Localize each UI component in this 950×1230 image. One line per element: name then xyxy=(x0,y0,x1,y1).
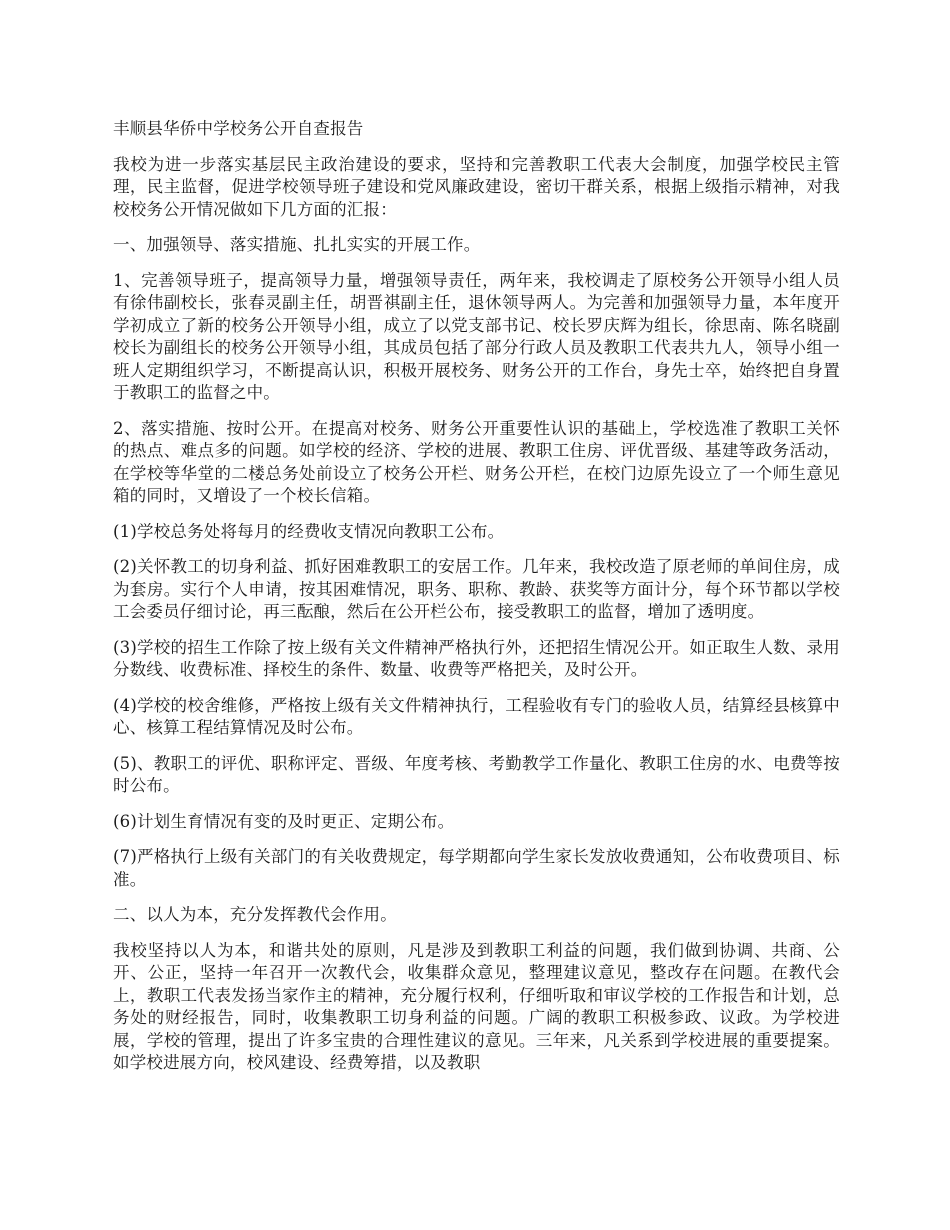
list-item-6: (6)计划生育情况有变的及时更正、定期公布。 xyxy=(113,811,455,831)
list-item-2: (2)关怀教工的切身利益、抓好困难教职工的安居工作。几年来，我校改造了原老师的单间住房，成为套房。实行个人申请，按其困难情况，职务、职称、教龄、获奖等方面计分，每个环节都以学校工会委员仔细讨论，再三酝酿，然后在公开栏公布，接受教职工的监督，增加了透明度。 xyxy=(113,557,840,621)
paragraph-2-measures: 2、落实措施、按时公开。在提高对校务、财务公开重要性认识的基础上，学校选准了教职工关怀的热点、难点多的问题。如学校的经济、学校的进展、教职工住房、评优晋级、基建等政务活动，在学校等华堂的二楼总务处前设立了校务公开栏、财务公开栏，在校门边原先设立了一个师生意见箱的同时，又增设了一个校长信箱。 xyxy=(113,418,840,505)
paragraph-congress: 我校坚持以人为本，和谐共处的原则，凡是涉及到教职工利益的问题，我们做到协调、共商、公开、公正，坚持一年召开一次教代会，收集群众意见，整理建议意见，整改存在问题。在教代会上，教职工代表发扬当家作主的精神，充分履行权利，仔细听取和审议学校的工作报告和计划，总务处的财经报告，同时，收集教职工切身利益的问题。广阔的教职工积极参政、议政。为学校进展，学校的管理，提出了许多宝贵的合理性建议的意见。三年来，凡关系到学校进展的重要提案。如学校进展方向，校风建设、经费筹措，以及教职 xyxy=(113,940,840,1072)
paragraph-intro: 我校为进一步落实基层民主政治建设的要求，坚持和完善教职工代表大会制度，加强学校民主管理，民主监督，促进学校领导班子建设和党风廉政建设，密切干群关系，根据上级指示精神，对我校校务公开情况做如下几方面的汇报： xyxy=(113,154,840,219)
paragraph-1-leadership: 1、完善领导班子，提高领导力量，增强领导责任，两年来，我校调走了原校务公开领导小组人员有徐伟副校长，张春灵副主任，胡晋祺副主任，退休领导两人。为完善和加强领导力量，本年度开学初成立了新的校务公开领导小组，成立了以党支部书记、校长罗庆辉为组长，徐思南、陈名晓副校长为副组长的校务公开领导小组，其成员包括了部分行政人员及教职工代表共九人，领导小组一班人定期组织学习，不断提高认识，积极开展校务、财务公开的工作台，身先士卒，始终把自身置于教职工的监督之中。 xyxy=(113,270,840,402)
list-item-1: (1)学校总务处将每月的经费收支情况向教职工公布。 xyxy=(113,521,505,541)
document-page xyxy=(113,118,840,1088)
section-heading-1: 一、加强领导、落实措施、扎扎实实的开展工作。 xyxy=(113,235,481,254)
list-item-3: (3)学校的招生工作除了按上级有关文件精神严格执行外，还把招生情况公开。如正取生人数、录用分数线、收费标准、择校生的条件、数量、收费等严格把关，及时公开。 xyxy=(113,637,840,679)
list-item-5: (5)、教职工的评优、职称评定、晋级、年度考核、考勤教学工作量化、教职工住房的水、电费等按时公布。 xyxy=(113,753,840,795)
document-title: 丰顺县华侨中学校务公开自查报告 xyxy=(113,119,364,138)
list-item-4: (4)学校的校舍维修，严格按上级有关文件精神执行，工程验收有专门的验收人员，结算经县核算中心、核算工程结算情况及时公布。 xyxy=(113,695,840,737)
list-item-7: (7)严格执行上级有关部门的有关收费规定，每学期都向学生家长发放收费通知，公布收费项目、标准。 xyxy=(113,847,840,889)
section-heading-2: 二、以人为本，充分发挥教代会作用。 xyxy=(113,905,397,924)
